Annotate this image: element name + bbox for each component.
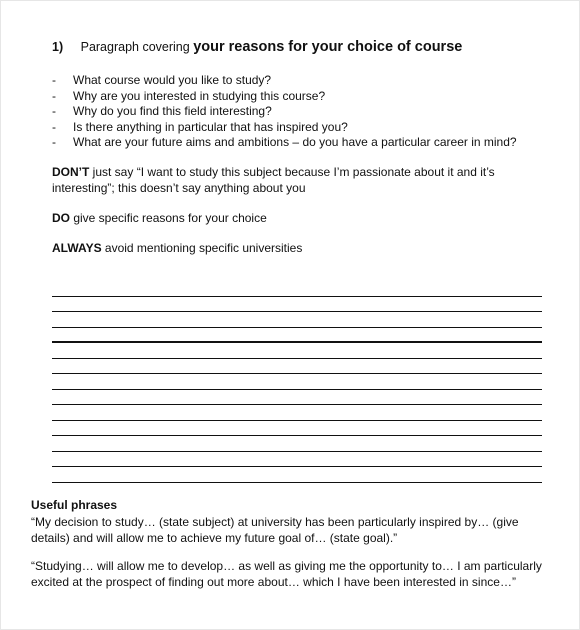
list-item xyxy=(52,135,517,151)
question-text: Why do you find this field interesting? xyxy=(73,104,272,118)
list-item xyxy=(52,104,517,120)
question-text: Is there anything in particular that has inspired you? xyxy=(73,119,348,134)
writing-line[interactable] xyxy=(52,467,542,483)
writing-line[interactable] xyxy=(52,405,542,421)
bullet-dash: - xyxy=(52,73,56,87)
writing-lines[interactable] xyxy=(52,281,542,483)
writing-line[interactable] xyxy=(52,281,542,297)
section-emphasis: your reasons for your choice of course xyxy=(193,39,463,55)
list-item xyxy=(52,73,517,89)
list-item xyxy=(52,120,517,136)
always-label: ALWAYS xyxy=(52,241,102,255)
always-text: avoid mentioning specific universities xyxy=(101,241,303,255)
writing-line[interactable] xyxy=(52,390,542,406)
writing-line[interactable] xyxy=(52,297,542,313)
writing-line[interactable] xyxy=(52,436,542,452)
writing-line[interactable] xyxy=(52,343,542,359)
writing-line[interactable] xyxy=(52,374,542,390)
do-text: give specific reasons for your choice xyxy=(70,211,267,225)
section-heading xyxy=(52,39,462,55)
useful-phrase-2: “Studying… will allow me to develop… as well as giving me the opportunity to… I am particularly excited at the prospect of finding out more about… which I have been interested in since…” xyxy=(31,559,542,589)
section-number: 1) xyxy=(52,40,64,54)
bullet-dash: - xyxy=(52,104,56,118)
dont-text: just say “I want to study this subject because I’m passionate about it and it’s interesting”; this doesn’t say anything about you xyxy=(52,165,495,195)
dont-label: DON’T xyxy=(52,165,90,179)
bullet-dash: - xyxy=(52,119,56,134)
writing-line[interactable] xyxy=(52,452,542,468)
question-list xyxy=(52,73,517,151)
writing-line[interactable] xyxy=(52,359,542,375)
writing-line[interactable] xyxy=(52,328,542,344)
writing-line[interactable] xyxy=(52,312,542,328)
useful-phrases-title: Useful phrases xyxy=(31,498,118,512)
section-intro: Paragraph covering xyxy=(80,40,190,54)
always-paragraph xyxy=(52,240,552,256)
do-paragraph xyxy=(52,210,552,226)
bullet-dash: - xyxy=(52,88,56,103)
writing-line[interactable] xyxy=(52,421,542,437)
dont-paragraph xyxy=(52,164,552,196)
question-text: Why are you interested in studying this course? xyxy=(73,88,326,103)
list-item xyxy=(52,89,517,105)
question-text: What course would you like to study? xyxy=(73,73,272,87)
do-label: DO xyxy=(52,211,70,225)
bullet-dash: - xyxy=(52,135,56,149)
question-text: What are your future aims and ambitions – do you have a particular career in mind? xyxy=(73,135,517,149)
useful-phrase-1: “My decision to study… (state subject) at university has been particularly inspired by… (give details) and will allow me to achieve my future goal of… (state goal).” xyxy=(31,515,519,545)
